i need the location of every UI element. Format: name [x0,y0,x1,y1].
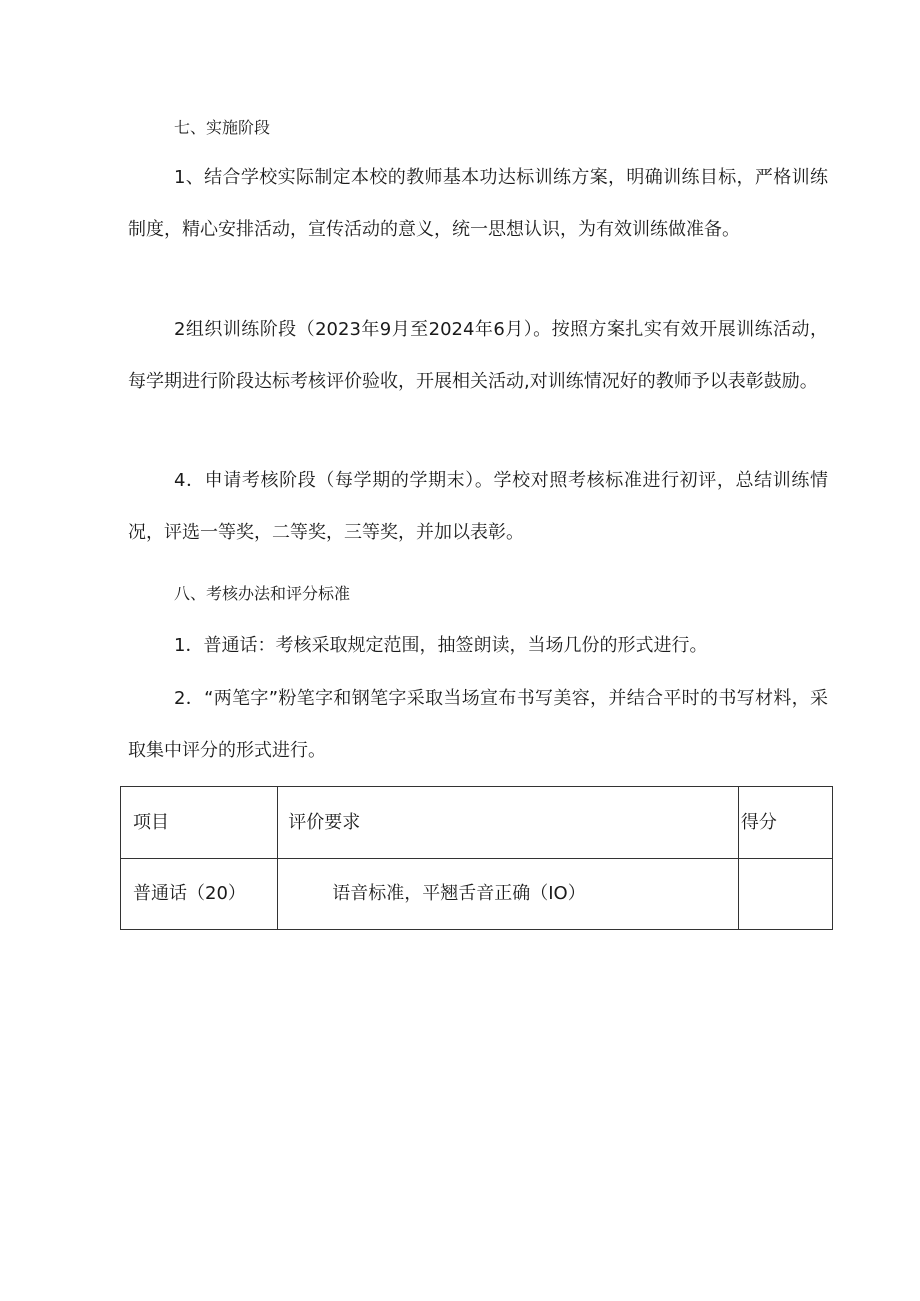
paragraph-assessment-1: 1．普通话：考核采取规定范围，抽签朗读，当场几份的形式进行。 [174,635,708,656]
table-row [121,859,833,930]
paragraph-item-2: 2组织训练阶段（2023年9月至2024年6月）。按照方案扎实有效开展训练活动，每学期进行阶段达标考核评价验收，开展相关活动,对训练情况好的教师予以表彰鼓励。 [128,319,828,392]
cell-item: 普通话（20） [121,859,278,930]
cell-requirement: 语音标准，平翘舌音正确（IO） [278,859,739,930]
header-requirement: 评价要求 [278,787,739,859]
cell-score [738,859,832,930]
section-heading-implementation: 七、实施阶段 [174,118,271,137]
header-score: 得分 [738,787,832,859]
paragraph-item-1: 1、结合学校实际制定本校的教师基本功达标训练方案，明确训练目标，严格训练制度，精心安排活动，宣传活动的意义，统一思想认识，为有效训练做准备。 [128,167,828,240]
header-item: 项目 [121,787,278,859]
scoring-table [120,786,833,930]
section-heading-assessment: 八、考核办法和评分标准 [174,584,351,603]
paragraph-assessment-2: 2．“两笔字”粉笔字和钢笔字采取当场宣布书写美容，并结合平时的书写材料，采取集中评分的形式进行。 [128,688,828,761]
table-header-row [121,787,833,859]
paragraph-item-4: 4．申请考核阶段（每学期的学期末）。学校对照考核标准进行初评，总结训练情况，评选一等奖，二等奖，三等奖，并加以表彰。 [128,470,828,543]
